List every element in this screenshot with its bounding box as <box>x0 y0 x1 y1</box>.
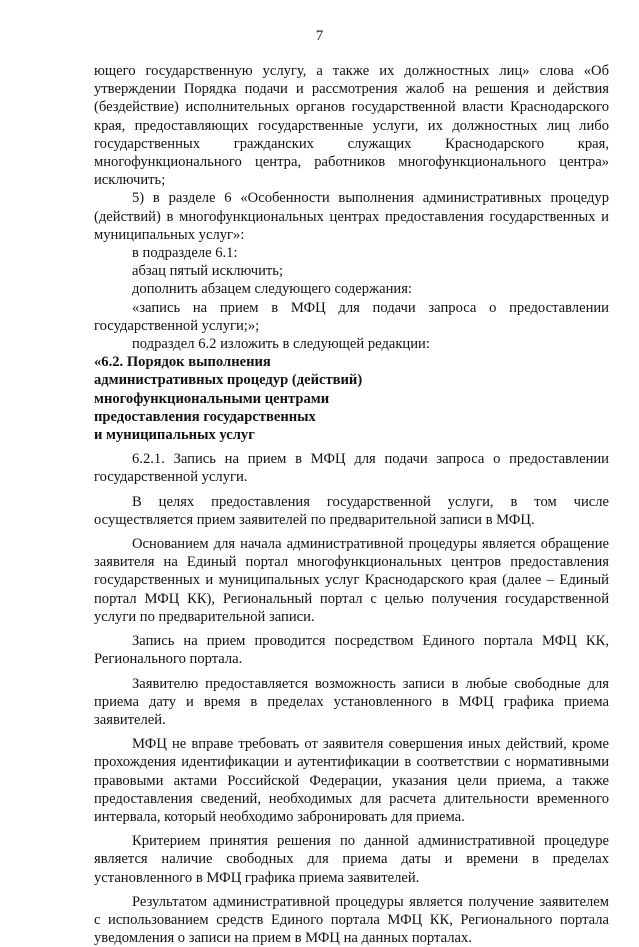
section-heading-line-5: и муниципальных услуг <box>94 427 255 444</box>
section-heading <box>94 353 609 444</box>
intro-paragraph-6: «запись на прием в МФЦ для подачи запроса о предоставлении государственной услуги;»; <box>94 299 609 334</box>
body-paragraph-2: В целях предоставления государственной услуги, в том числе осуществляется прием заявителей по предварительной записи в МФЦ. <box>94 493 609 528</box>
section-heading-line-3: многофункциональными центрами <box>94 390 330 407</box>
section-heading-line-2: административных процедур (действий) <box>94 372 363 389</box>
body-paragraph-8: Результатом административной процедуры является получение заявителем с использованием средств Единого портала МФЦ КК, Регионального портала уведомления о записи на прием в МФЦ на данных порталах. <box>94 893 609 947</box>
intro-paragraph-3: в подразделе 6.1: <box>132 245 238 262</box>
intro-paragraph-1: ющего государственную услугу, а также их должностных лиц» слова «Об утверждении Порядка подачи и рассмотрения жалоб на решения и действия (бездействие) исполнительных органов государственной власти Краснодарского края, предоставляющих государственные услуги, их должностных лиц либо государственных гражданских служащих Краснодарского края, многофункционального центра, работников многофункционального центра» исключить; <box>94 63 609 189</box>
body-paragraph-4: Запись на прием проводится посредством Единого портала МФЦ КК, Регионального портала. <box>94 633 609 668</box>
intro-paragraph-4: абзац пятый исключить; <box>132 263 284 280</box>
body-paragraph-1: 6.2.1. Запись на прием в МФЦ для подачи запроса о предоставлении государственной услуги. <box>94 451 609 486</box>
section-heading-line-1: «6.2. Порядок выполнения <box>94 354 271 371</box>
intro-paragraph-5: дополнить абзацем следующего содержания: <box>132 281 412 298</box>
intro-paragraph-7: подраздел 6.2 изложить в следующей редакции: <box>132 336 430 353</box>
intro-paragraph-2: 5) в разделе 6 «Особенности выполнения административных процедур (действий) в многофункциональных центрах предоставления государственных и муниципальных услуг»: <box>94 190 609 243</box>
body-paragraph-7: Критерием принятия решения по данной административной процедуре является наличие свободных для приема даты и времени в пределах установленного в МФЦ графика приема заявителей. <box>94 833 609 886</box>
body-paragraph-6: МФЦ не вправе требовать от заявителя совершения иных действий, кроме прохождения идентификации и аутентификации в соответствии с нормативными правовыми актами Российской Федерации, указания цели приема, а также предоставления сведений, необходимых для расчета длительности временного интервала, который необходимо забронировать для приема. <box>94 736 609 825</box>
document-body <box>94 62 609 947</box>
body-paragraph-3: Основанием для начала административной процедуры является обращение заявителя на Единый портал многофункциональных центров предоставления государственных и муниципальных услуг Краснодарского края (далее – Единый портал МФЦ КК), Региональный портал с целью получения государственной услуги по предварительной записи. <box>94 536 609 625</box>
body-paragraph-5: Заявителю предоставляется возможность записи в любые свободные для приема дату и время в пределах установленного в МФЦ графика приема заявителей. <box>94 675 609 728</box>
page-number: 7 <box>315 28 324 44</box>
section-heading-line-4: предоставления государственных <box>94 408 316 425</box>
